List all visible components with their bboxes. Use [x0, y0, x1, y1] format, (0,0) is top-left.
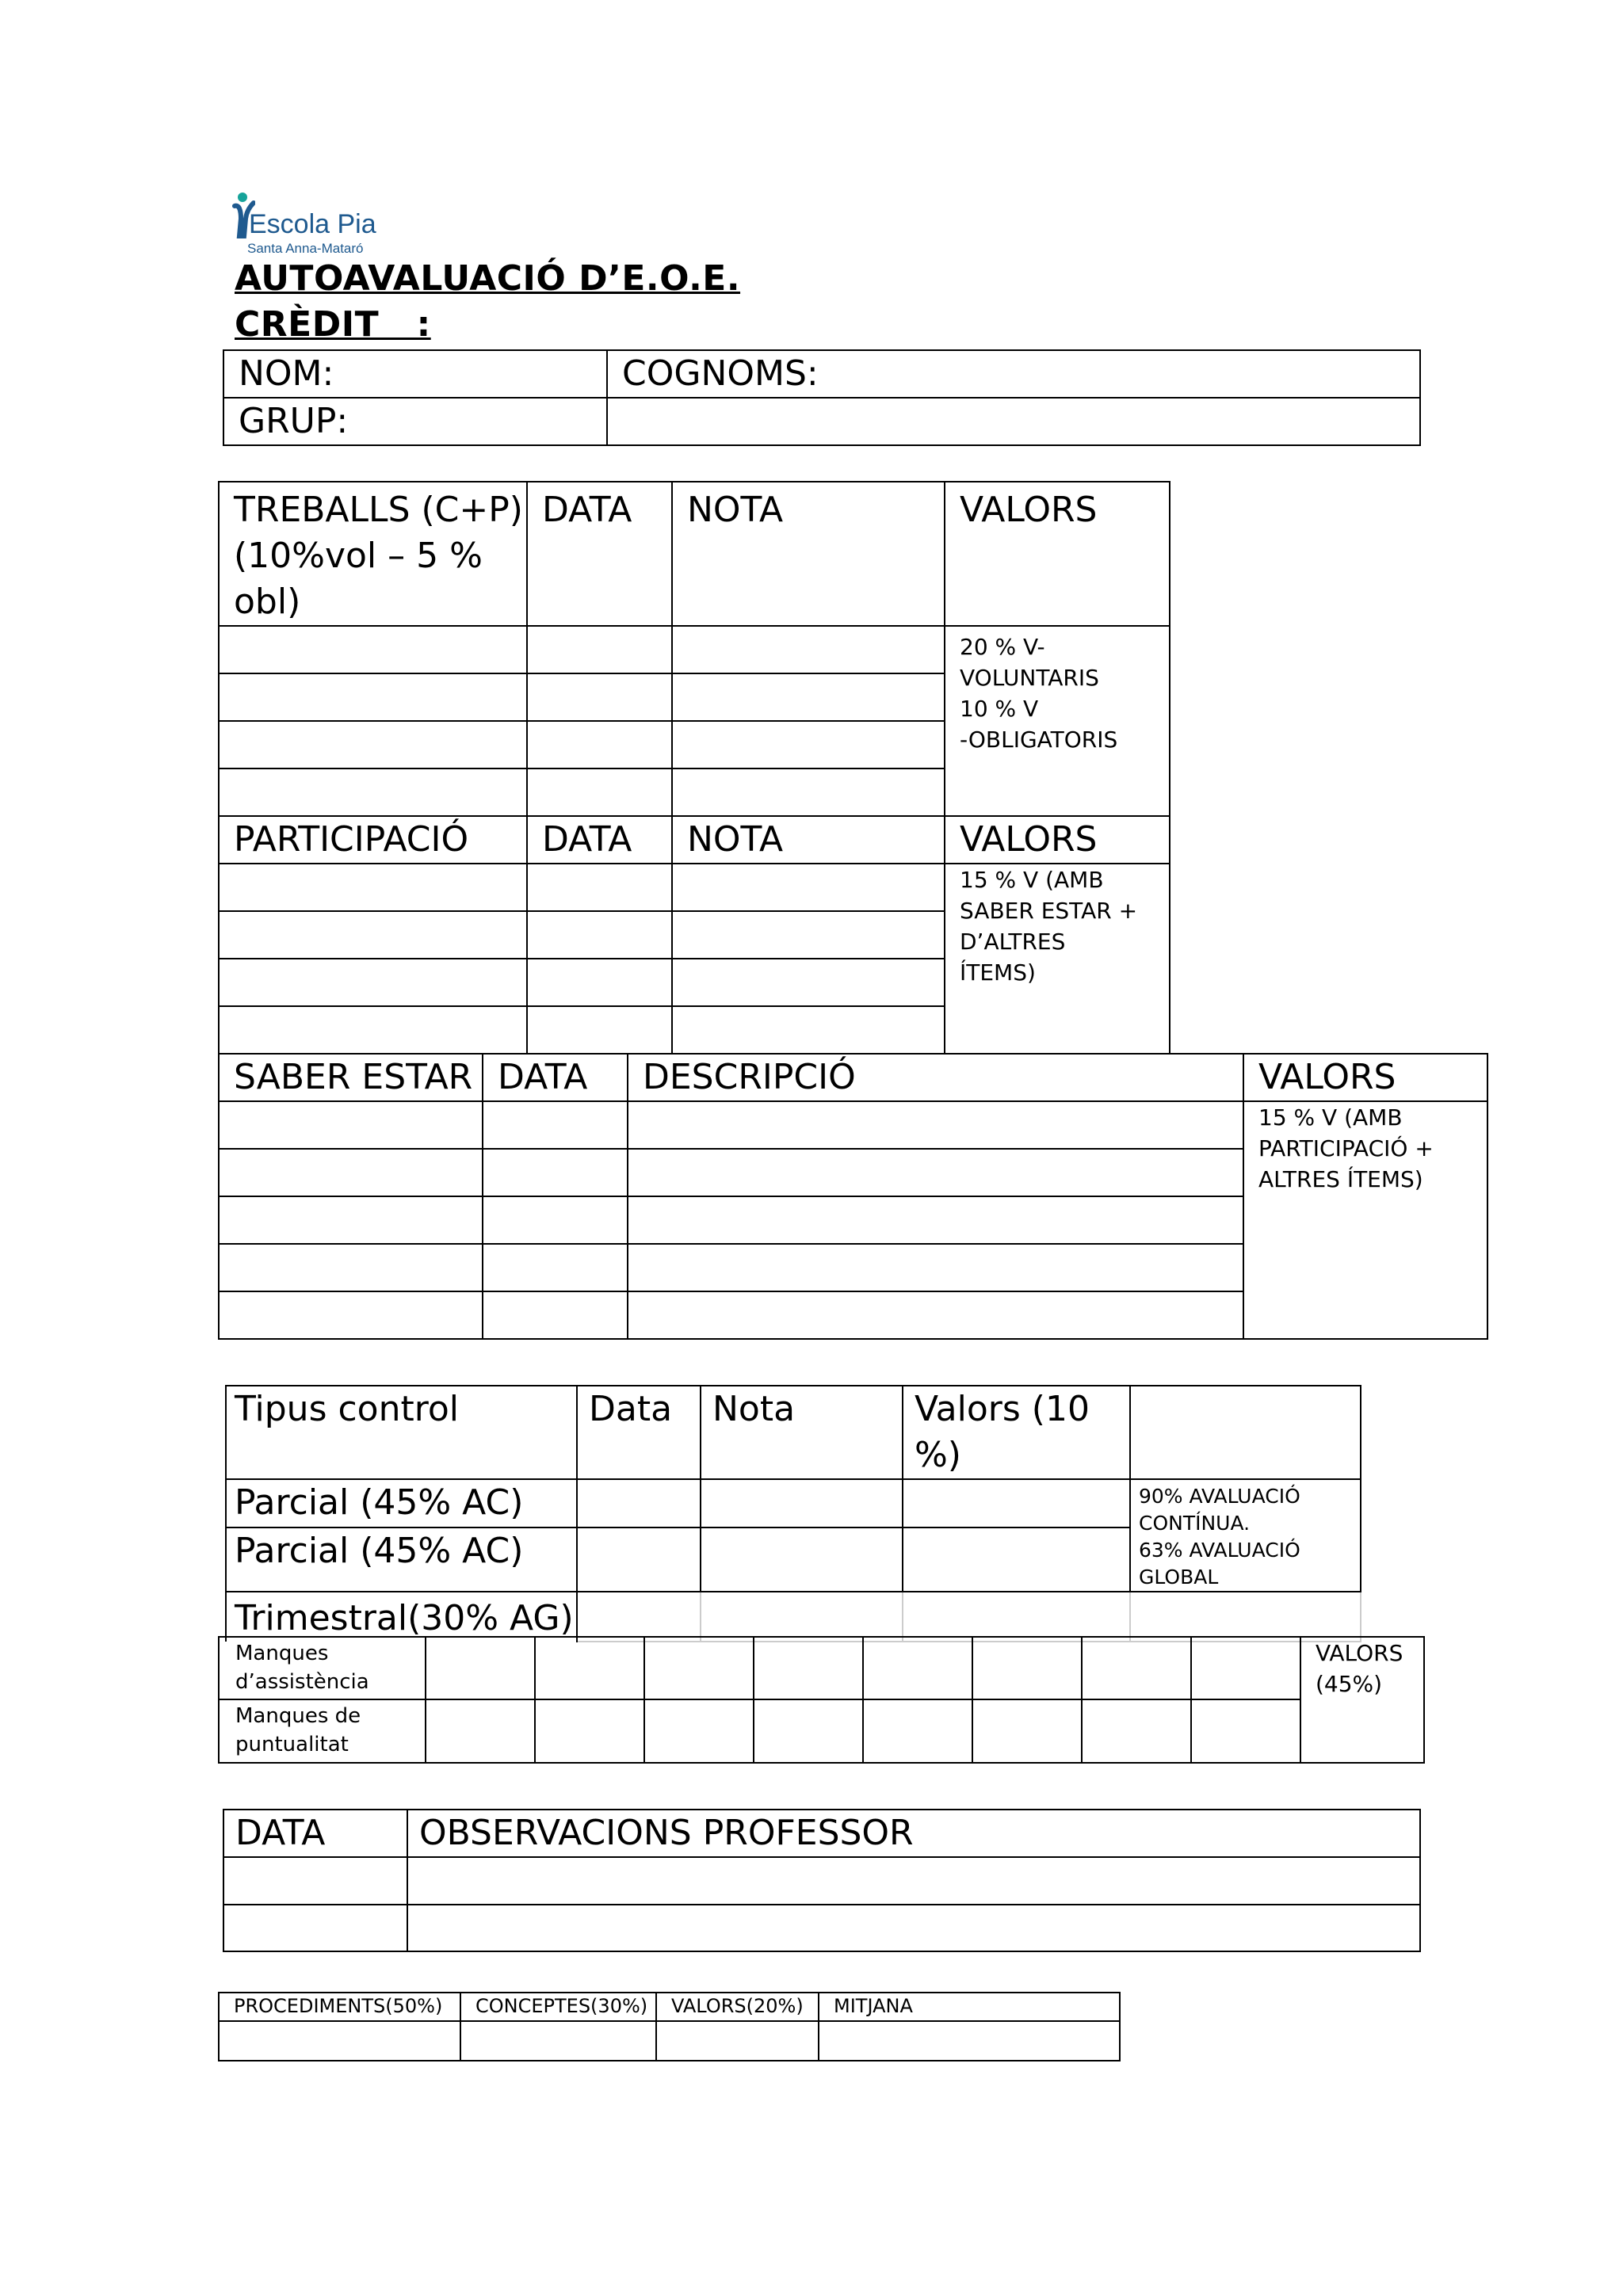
saber-estar-cell[interactable]: [628, 1101, 1243, 1149]
saber-estar-cell[interactable]: [219, 1244, 483, 1291]
control-note-line: CONTÍNUA.: [1139, 1512, 1251, 1535]
control-cell[interactable]: [577, 1592, 701, 1642]
treballs-label-2: (10%vol – 5 % obl): [234, 536, 483, 622]
participacio-nota-header: NOTA: [672, 816, 945, 864]
summary-valors: VALORS(20%): [656, 1993, 819, 2021]
treballs-cell[interactable]: [527, 721, 672, 769]
summary-cell[interactable]: [656, 2021, 819, 2061]
control-cell[interactable]: [701, 1479, 903, 1527]
treballs-header: [219, 482, 527, 626]
treballs-cell[interactable]: [527, 673, 672, 721]
cognoms-field[interactable]: [607, 350, 1420, 398]
assistencia-cell[interactable]: [1082, 1699, 1191, 1763]
saber-estar-valors-note: [1243, 1101, 1487, 1339]
assistencia-cell[interactable]: [972, 1637, 1082, 1699]
participacio-cell[interactable]: [527, 864, 672, 911]
control-data-header: Data: [577, 1386, 701, 1479]
treballs-nota-header: NOTA: [672, 482, 945, 626]
saber-estar-cell[interactable]: [628, 1149, 1243, 1196]
control-row-parcial-1: Parcial (45% AC): [226, 1479, 577, 1527]
participacio-cell[interactable]: [219, 911, 527, 959]
saber-estar-cell[interactable]: [219, 1291, 483, 1339]
treballs-note-line: 10 % V: [960, 696, 1039, 722]
summary-conceptes: CONCEPTES(30%): [460, 1993, 656, 2021]
treballs-cell[interactable]: [219, 673, 527, 721]
treballs-cell[interactable]: [672, 673, 945, 721]
summary-cell[interactable]: [819, 2021, 1120, 2061]
control-cell[interactable]: [903, 1527, 1130, 1592]
treballs-cell[interactable]: [672, 769, 945, 816]
assistencia-line: Manques: [235, 1642, 329, 1665]
summary-mitjana: MITJANA: [819, 1993, 1120, 2021]
treballs-valors-note: [945, 626, 1170, 816]
treballs-cell[interactable]: [219, 721, 527, 769]
saber-estar-cell[interactable]: [483, 1196, 628, 1244]
assistencia-cell[interactable]: [426, 1699, 535, 1763]
control-tipus-header: Tipus control: [226, 1386, 577, 1479]
saber-estar-cell[interactable]: [483, 1291, 628, 1339]
credit-label: CRÈDIT :: [235, 304, 431, 345]
summary-procediments: PROCEDIMENTS(50%): [219, 1993, 460, 2021]
logo-subtitle: Santa Anna-Mataró: [247, 241, 364, 256]
saber-estar-valors-header: VALORS: [1243, 1054, 1487, 1101]
assistencia-cell[interactable]: [863, 1637, 972, 1699]
participacio-note-line: 15 % V (AMB: [960, 867, 1104, 893]
observacions-data-header: DATA: [223, 1810, 407, 1857]
nom-field[interactable]: [223, 350, 607, 398]
summary-cell[interactable]: [460, 2021, 656, 2061]
treballs-cell[interactable]: [527, 769, 672, 816]
assistencia-cell[interactable]: [972, 1699, 1082, 1763]
assistencia-cell[interactable]: [863, 1699, 972, 1763]
participacio-cell[interactable]: [672, 1006, 945, 1054]
saber-estar-data-header: DATA: [483, 1054, 628, 1101]
control-note-line: GLOBAL: [1139, 1566, 1219, 1589]
observacions-table: [223, 1809, 1421, 1952]
observacions-title: OBSERVACIONS PROFESSOR: [407, 1810, 1420, 1857]
participacio-note-line: SABER ESTAR +: [960, 898, 1138, 924]
control-cell[interactable]: [1130, 1592, 1361, 1642]
participacio-valors-note: [945, 864, 1170, 1054]
saber-estar-note-line: PARTICIPACIÓ +: [1258, 1135, 1434, 1161]
control-table: [225, 1385, 1361, 1642]
control-valors-header: Valors (10 %): [903, 1386, 1130, 1479]
saber-estar-cell[interactable]: [628, 1196, 1243, 1244]
participacio-cell[interactable]: [672, 959, 945, 1006]
assistencia-cell[interactable]: [1191, 1637, 1300, 1699]
assistencia-cell[interactable]: [426, 1637, 535, 1699]
observacions-cell[interactable]: [223, 1905, 407, 1951]
assistencia-line: Manques de: [235, 1704, 361, 1728]
treballs-label-1: TREBALLS (C+P): [234, 490, 523, 530]
participacio-cell[interactable]: [219, 959, 527, 1006]
grup-label: GRUP:: [239, 401, 349, 441]
treballs-cell[interactable]: [527, 626, 672, 673]
assistencia-cell[interactable]: [644, 1699, 754, 1763]
control-cell[interactable]: [577, 1479, 701, 1527]
empty-cell[interactable]: [607, 398, 1420, 445]
observacions-cell[interactable]: [223, 1857, 407, 1905]
observacions-cell[interactable]: [407, 1857, 1420, 1905]
control-cell[interactable]: [701, 1527, 903, 1592]
control-empty-header: [1130, 1386, 1361, 1479]
control-row-trimestral: Trimestral(30% AG): [226, 1592, 577, 1642]
control-row-parcial-2: Parcial (45% AC): [226, 1527, 577, 1592]
treballs-cell[interactable]: [672, 721, 945, 769]
cognoms-label: COGNOMS:: [622, 353, 819, 394]
assistencia-valors: [1300, 1637, 1424, 1763]
treballs-note-line: 20 % V-: [960, 634, 1045, 660]
participacio-cell[interactable]: [219, 864, 527, 911]
observacions-cell[interactable]: [407, 1905, 1420, 1951]
student-info-table: [223, 349, 1421, 446]
saber-estar-cell[interactable]: [219, 1196, 483, 1244]
participacio-cell[interactable]: [672, 864, 945, 911]
treballs-cell[interactable]: [219, 626, 527, 673]
saber-estar-cell[interactable]: [628, 1291, 1243, 1339]
treballs-valors-header: VALORS: [945, 482, 1170, 626]
assistencia-cell[interactable]: [535, 1699, 644, 1763]
control-note: [1130, 1479, 1361, 1592]
assistencia-line: puntualitat: [235, 1733, 349, 1756]
treballs-cell[interactable]: [219, 769, 527, 816]
assistencia-valors-line: VALORS: [1316, 1640, 1403, 1666]
saber-estar-cell[interactable]: [219, 1149, 483, 1196]
assistencia-cell[interactable]: [535, 1637, 644, 1699]
logo-name: Escola Pia: [249, 209, 376, 239]
saber-estar-cell[interactable]: [483, 1149, 628, 1196]
participacio-cell[interactable]: [527, 911, 672, 959]
saber-estar-cell[interactable]: [219, 1101, 483, 1149]
control-note-line: 90% AVALUACIÓ: [1139, 1485, 1300, 1508]
assistencia-cell[interactable]: [644, 1637, 754, 1699]
assistencia-valors-line: (45%): [1316, 1671, 1383, 1697]
assistencia-cell[interactable]: [754, 1637, 863, 1699]
participacio-valors-header: VALORS: [945, 816, 1170, 864]
participacio-data-header: DATA: [527, 816, 672, 864]
saber-estar-note-line: 15 % V (AMB: [1258, 1104, 1403, 1131]
summary-cell[interactable]: [219, 2021, 460, 2061]
assistencia-line: d’assistència: [235, 1670, 369, 1694]
saber-estar-cell[interactable]: [483, 1244, 628, 1291]
treballs-table: [218, 481, 1170, 1055]
control-cell[interactable]: [903, 1479, 1130, 1527]
saber-estar-header: SABER ESTAR: [219, 1054, 483, 1101]
assistencia-cell[interactable]: [754, 1699, 863, 1763]
participacio-header: PARTICIPACIÓ: [219, 816, 527, 864]
participacio-cell[interactable]: [527, 959, 672, 1006]
assistencia-table: [218, 1636, 1425, 1764]
participacio-cell[interactable]: [527, 1006, 672, 1054]
grup-field[interactable]: [223, 398, 607, 445]
saber-estar-cell[interactable]: [483, 1101, 628, 1149]
control-cell[interactable]: [577, 1527, 701, 1592]
saber-estar-descripcio-header: DESCRIPCIÓ: [628, 1054, 1243, 1101]
participacio-cell[interactable]: [219, 1006, 527, 1054]
treballs-note-line: -OBLIGATORIS: [960, 727, 1118, 753]
control-cell[interactable]: [903, 1592, 1130, 1642]
summary-table: [218, 1992, 1121, 2061]
control-cell[interactable]: [701, 1592, 903, 1642]
participacio-note-line: ÍTEMS): [960, 959, 1036, 986]
control-note-line: 63% AVALUACIÓ: [1139, 1539, 1300, 1562]
saber-estar-cell[interactable]: [628, 1244, 1243, 1291]
school-logo: [231, 192, 390, 263]
manques-assistencia-label: [219, 1637, 426, 1699]
treballs-note-line: VOLUNTARIS: [960, 665, 1099, 691]
treballs-cell[interactable]: [672, 626, 945, 673]
saber-estar-note-line: ALTRES ÍTEMS): [1258, 1166, 1423, 1192]
nom-label: NOM:: [239, 353, 334, 394]
saber-estar-table: [218, 1053, 1488, 1340]
assistencia-cell[interactable]: [1082, 1637, 1191, 1699]
control-nota-header: Nota: [701, 1386, 903, 1479]
treballs-data-header: DATA: [527, 482, 672, 626]
manques-puntualitat-label: [219, 1699, 426, 1763]
page-title: AUTOAVALUACIÓ D’E.O.E.: [235, 258, 741, 299]
participacio-note-line: D’ALTRES: [960, 929, 1066, 955]
participacio-cell[interactable]: [672, 911, 945, 959]
assistencia-cell[interactable]: [1191, 1699, 1300, 1763]
